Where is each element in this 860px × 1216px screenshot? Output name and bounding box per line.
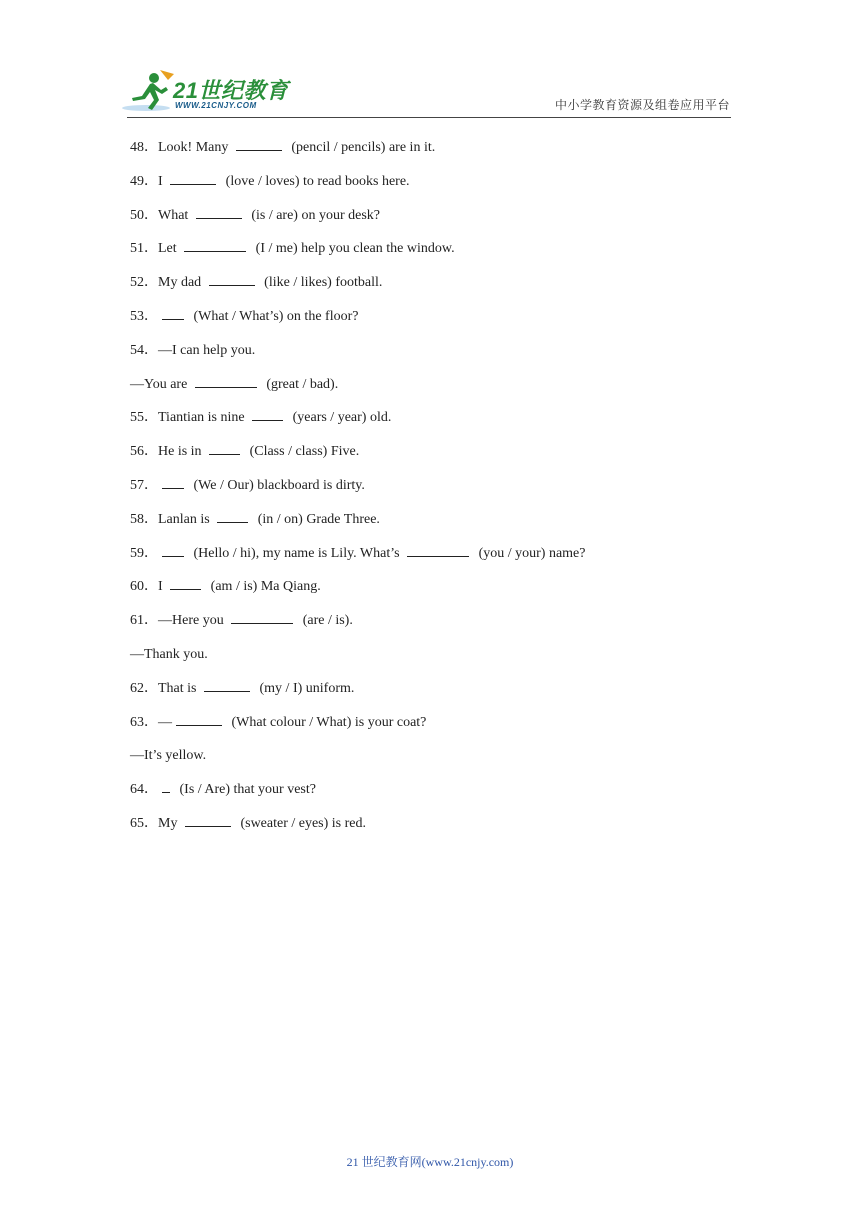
question-text: 65．My — [130, 815, 181, 831]
answer-blank[interactable] — [196, 205, 242, 219]
question-line — [130, 810, 750, 844]
question-line — [130, 269, 750, 303]
question-text: 56．He is in — [130, 444, 206, 460]
question-line — [130, 709, 750, 743]
question-text: 62．That is — [130, 680, 200, 696]
answer-blank[interactable] — [184, 238, 246, 252]
question-text: (like / likes) football. — [260, 275, 383, 291]
question-text: 64． — [130, 782, 158, 798]
question-line — [130, 641, 750, 675]
question-text: (you / your) name? — [475, 545, 586, 561]
answer-blank[interactable] — [162, 543, 184, 557]
page-header — [0, 0, 860, 125]
question-line — [130, 506, 750, 540]
question-line — [130, 134, 750, 168]
question-line — [130, 303, 750, 337]
page-footer: 21 世纪教育网(www.21cnjy.com) — [346, 1155, 514, 1169]
runner-logo-icon — [120, 68, 180, 116]
question-text: (What / What’s) on the floor? — [190, 308, 359, 324]
header-divider — [127, 117, 731, 118]
question-line — [130, 168, 750, 202]
question-line — [130, 675, 750, 709]
question-text: (in / on) Grade Three. — [254, 511, 380, 527]
question-line — [130, 202, 750, 236]
answer-blank[interactable] — [209, 272, 255, 286]
question-line — [130, 337, 750, 371]
question-text: 52．My dad — [130, 275, 205, 291]
site-logo — [120, 68, 295, 116]
question-line — [130, 472, 750, 506]
question-line — [130, 776, 750, 810]
question-line — [130, 742, 750, 776]
answer-blank[interactable] — [185, 813, 231, 827]
question-text: (What colour / What) is your coat? — [228, 714, 427, 730]
question-line — [130, 438, 750, 472]
question-text: 61．—Here you — [130, 613, 228, 629]
answer-blank[interactable] — [170, 576, 201, 590]
answer-blank[interactable] — [209, 441, 240, 455]
answer-blank[interactable] — [217, 509, 248, 523]
logo-text: 21世纪教育 — [173, 78, 289, 103]
answer-blank[interactable] — [176, 712, 222, 726]
answer-blank[interactable] — [195, 374, 257, 388]
question-text: (great / bad). — [262, 376, 339, 392]
platform-name: 中小学教育资源及组卷应用平台 — [554, 98, 730, 112]
question-text: —Thank you. — [130, 646, 208, 662]
question-line — [130, 607, 750, 641]
question-line — [130, 404, 750, 438]
question-text: (sweater / eyes) is red. — [236, 815, 367, 831]
question-text: (years / year) old. — [289, 410, 392, 426]
question-text: 50．What — [130, 207, 192, 223]
answer-blank[interactable] — [162, 475, 184, 489]
question-text: 59． — [130, 545, 158, 561]
question-text: (Is / Are) that your vest? — [176, 782, 316, 798]
question-line — [130, 371, 750, 405]
question-text: (Class / class) Five. — [246, 444, 360, 460]
question-text: —It’s yellow. — [130, 748, 207, 764]
answer-blank[interactable] — [231, 610, 293, 624]
answer-blank[interactable] — [162, 306, 184, 320]
question-list — [130, 134, 750, 844]
question-text: 54．—I can help you. — [130, 342, 256, 358]
question-text: 53． — [130, 308, 158, 324]
question-text: (I / me) help you clean the window. — [252, 241, 455, 257]
question-text: 60．I — [130, 579, 167, 595]
question-text: 57． — [130, 477, 158, 493]
answer-blank[interactable] — [407, 543, 469, 557]
question-text: (love / loves) to read books here. — [222, 173, 410, 189]
question-text: (am / is) Ma Qiang. — [207, 579, 321, 595]
question-text: (is / are) on your desk? — [247, 207, 381, 223]
question-text: 49．I — [130, 173, 167, 189]
answer-blank[interactable] — [162, 779, 170, 793]
question-text: (We / Our) blackboard is dirty. — [190, 477, 365, 493]
question-text: 51．Let — [130, 241, 181, 257]
question-line — [130, 573, 750, 607]
question-text: (are / is). — [299, 613, 353, 629]
question-text: —You are — [130, 376, 191, 392]
logo-url: WWW.21CNJY.COM — [175, 101, 257, 110]
answer-blank[interactable] — [204, 678, 250, 692]
question-text: 63．— — [130, 714, 172, 730]
question-text: 55．Tiantian is nine — [130, 410, 249, 426]
question-line — [130, 235, 750, 269]
question-line — [130, 540, 750, 574]
answer-blank[interactable] — [252, 407, 283, 421]
answer-blank[interactable] — [170, 171, 216, 185]
answer-blank[interactable] — [236, 137, 282, 151]
question-text: 58．Lanlan is — [130, 511, 214, 527]
question-text: (Hello / hi), my name is Lily. What’s — [190, 545, 404, 561]
question-text: (my / I) uniform. — [256, 680, 355, 696]
question-text: (pencil / pencils) are in it. — [287, 140, 436, 155]
question-text: 48．Look! Many — [130, 140, 232, 155]
